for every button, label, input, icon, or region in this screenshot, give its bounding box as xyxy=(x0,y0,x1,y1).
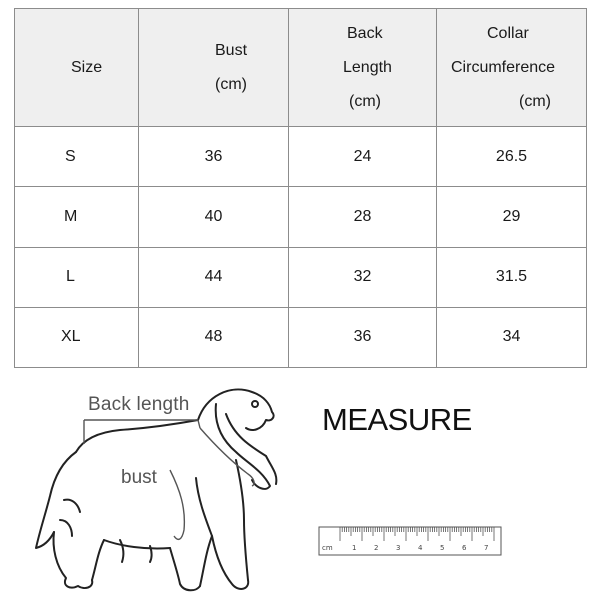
collar-cell: 31.5 xyxy=(437,247,587,307)
size-cell: L xyxy=(15,247,139,307)
header-bust: Bust (cm) xyxy=(139,9,289,127)
measure-title: MEASURE xyxy=(322,402,472,437)
back-length-cell: 32 xyxy=(289,247,437,307)
bust-label: bust xyxy=(121,467,157,488)
header-back-length: Back Length (cm) xyxy=(289,9,437,127)
collar-cell: 29 xyxy=(437,187,587,247)
back-length-cell: 36 xyxy=(289,307,437,367)
table-row xyxy=(15,127,587,187)
size-chart-table xyxy=(14,8,587,368)
ruler-number: 5 xyxy=(440,544,445,552)
ruler-number: 3 xyxy=(396,544,401,552)
table-row xyxy=(15,307,587,367)
bust-cell: 40 xyxy=(139,187,289,247)
ruler-number: 2 xyxy=(374,544,379,552)
back-length-cell: 28 xyxy=(289,187,437,247)
back-length-label: Back length xyxy=(88,394,190,415)
header-size: Size xyxy=(15,9,139,127)
table-row xyxy=(15,187,587,247)
size-cell: XL xyxy=(15,307,139,367)
header-collar-circumference: Collar Circumference (cm) xyxy=(437,9,587,127)
ruler-number: 6 xyxy=(462,544,467,552)
collar-cell: 26.5 xyxy=(437,127,587,187)
bust-cell: 36 xyxy=(139,127,289,187)
collar-cell: 34 xyxy=(437,307,587,367)
bust-cell: 44 xyxy=(139,247,289,307)
ruler-number: 4 xyxy=(418,544,423,552)
back-length-cell: 24 xyxy=(289,127,437,187)
size-cell: S xyxy=(15,127,139,187)
bust-cell: 48 xyxy=(139,307,289,367)
ruler-number: 1 xyxy=(352,544,357,552)
ruler-unit-label: cm xyxy=(322,544,333,552)
ruler-number: 7 xyxy=(484,544,489,552)
size-cell: M xyxy=(15,187,139,247)
table-header-row xyxy=(15,9,587,127)
table-row xyxy=(15,247,587,307)
ruler-icon xyxy=(318,526,508,560)
